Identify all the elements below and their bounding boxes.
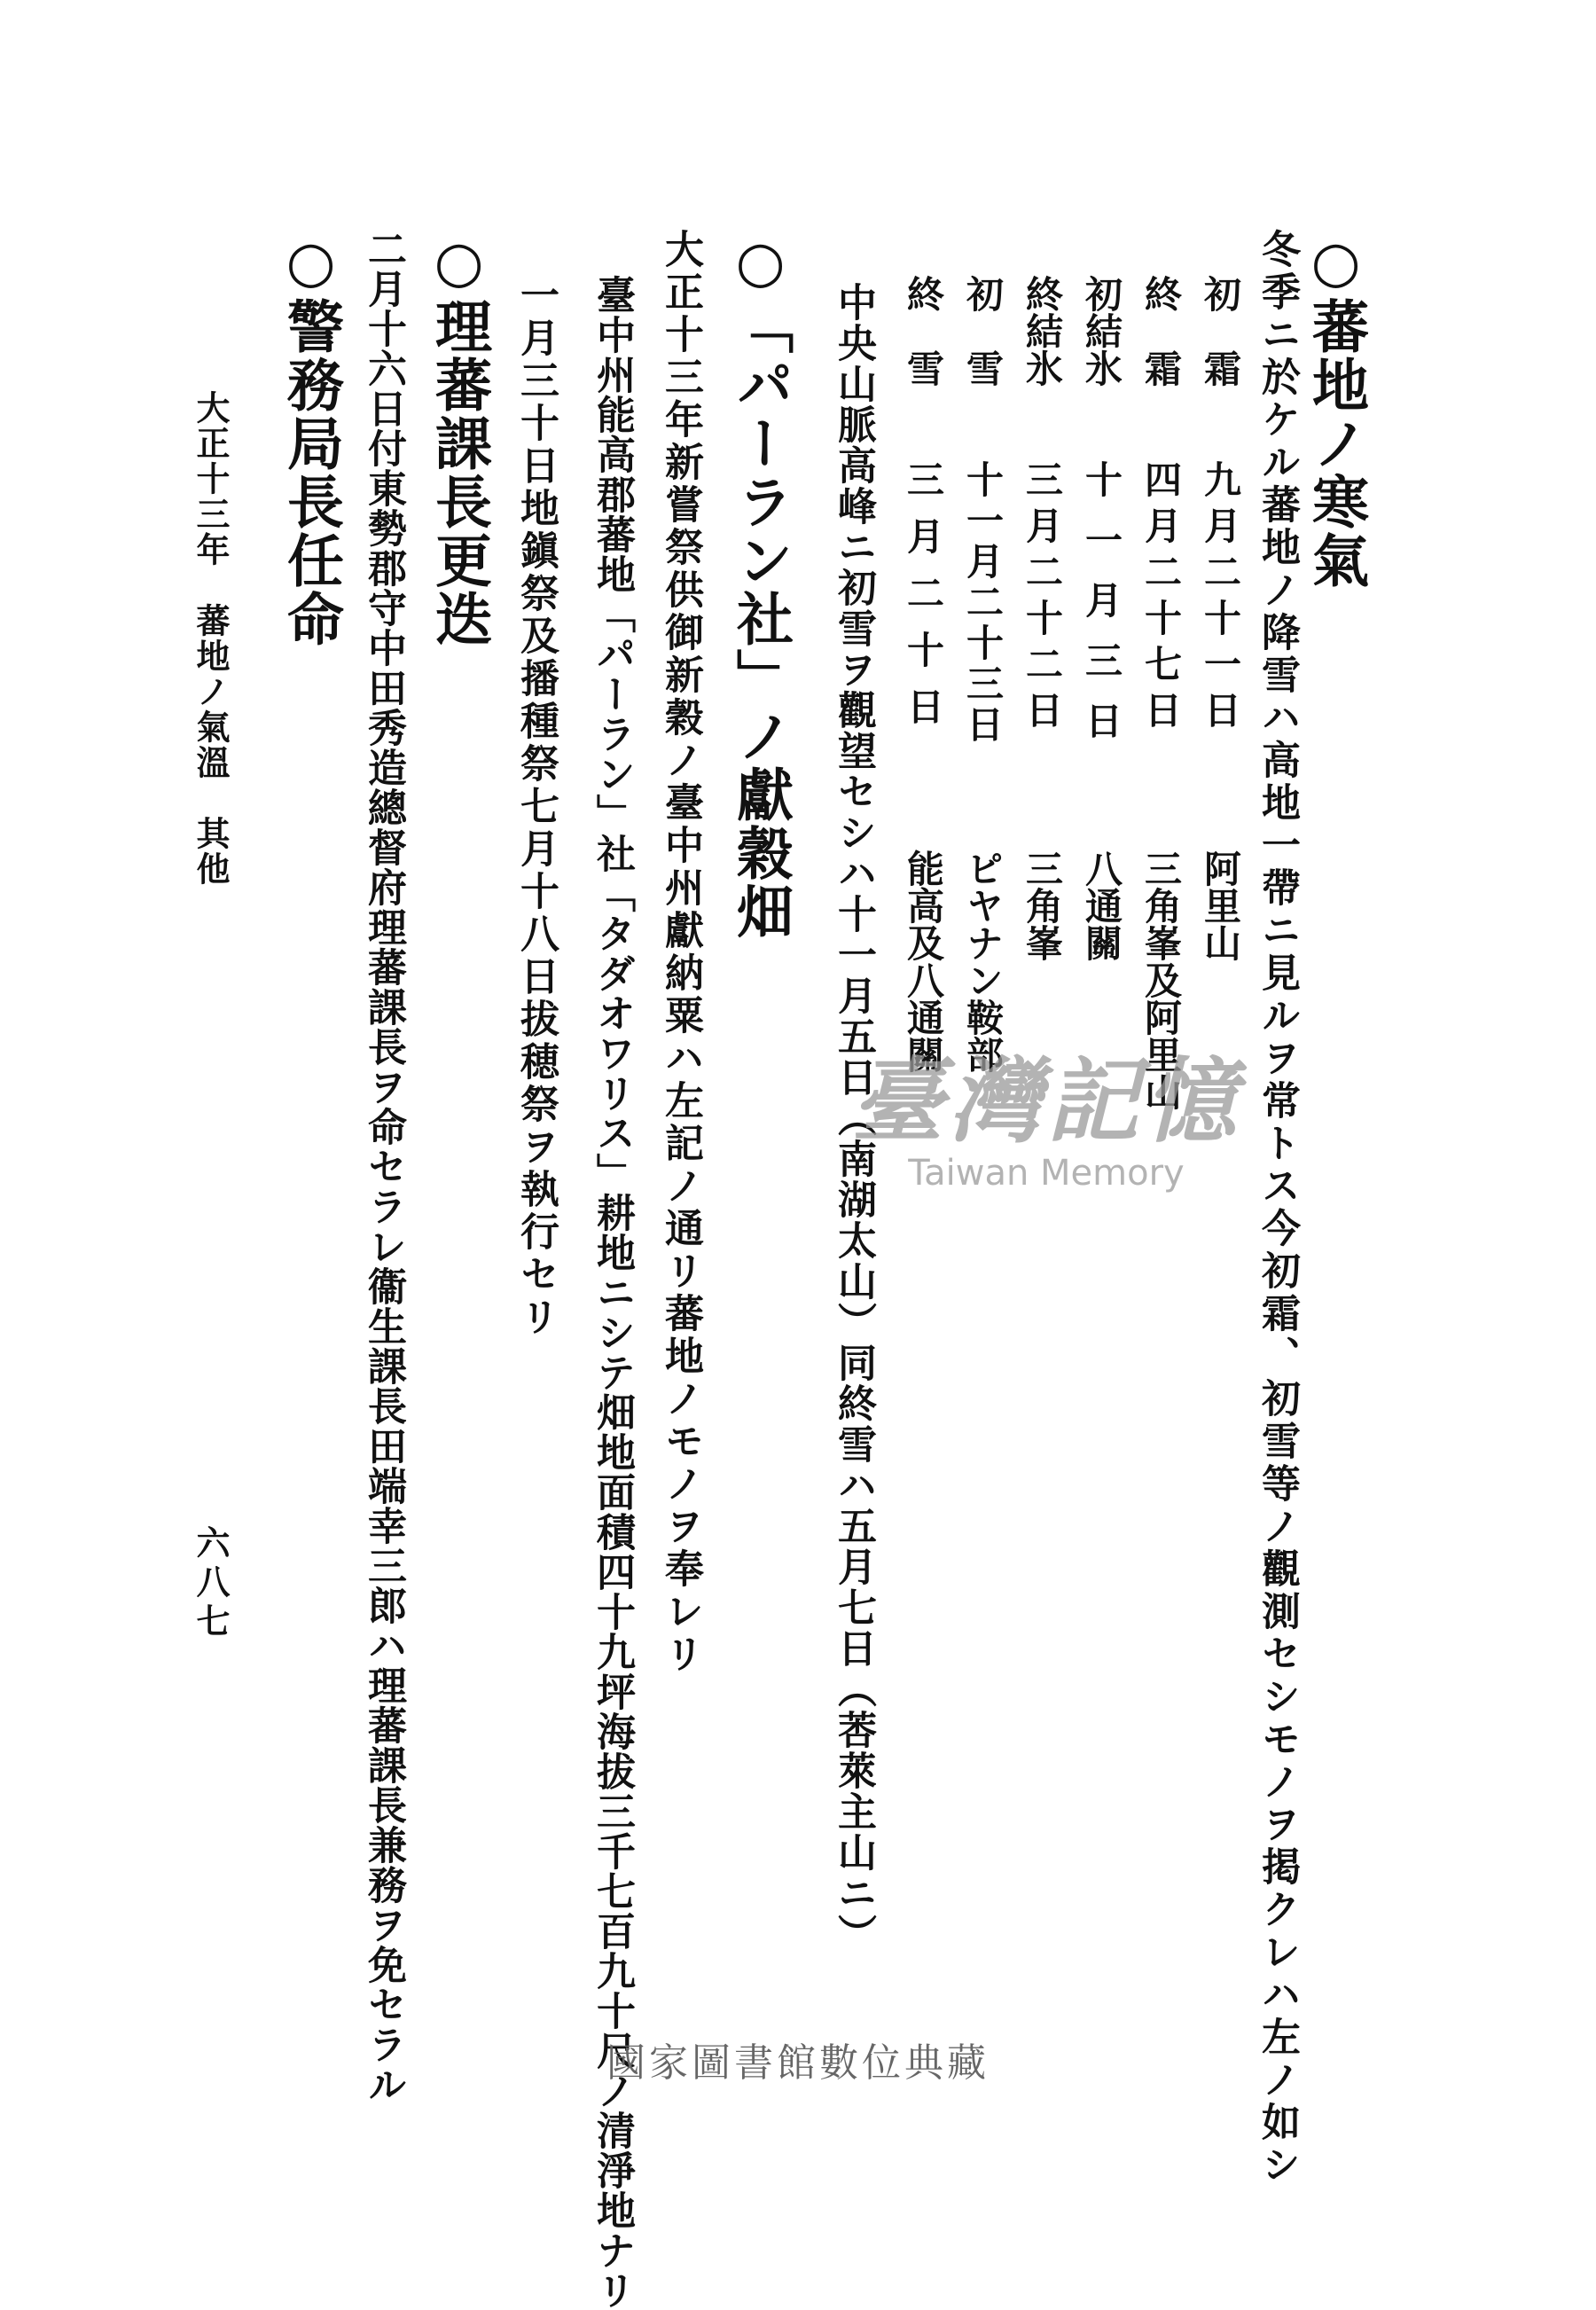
section-title-director-change: ○理蕃課長更迭 [426, 229, 492, 648]
offering-paragraph-1: 大正十三年新嘗祭供御新穀ノ臺中州獻納粟ハ左記ノ通リ蕃地ノモノヲ奉レリ [658, 229, 703, 1676]
archive-footer: 國家圖書館數位典藏 [606, 2040, 990, 2086]
climate-row [961, 275, 1005, 1073]
climate-row [1080, 275, 1123, 961]
row-place: 能高及八通關 [902, 850, 945, 1073]
row-place: 八通關 [1080, 850, 1123, 961]
offering-paragraph-2: 臺中州能高郡蕃地「パーラン」社「タダオワリス」耕地ニシテ畑地面積四十九坪海拔三千七百九十尺ノ清淨地ナリ [590, 275, 635, 2310]
row-place: 阿里山 [1199, 850, 1242, 961]
climate-row [1139, 275, 1183, 1110]
row-date: 九月二十一日 [1199, 460, 1242, 737]
section-title-climate: ○蕃地ノ寒氣 [1303, 229, 1369, 590]
watermark [833, 1046, 1259, 1228]
watermark-subtitle: Taiwan Memory [908, 1153, 1185, 1194]
offering-paragraph-3: 一月三十日地鎭祭及播種祭七月十八日拔穂祭ヲ執行セリ [513, 275, 559, 1339]
section-intro-climate: 冬季ニ於ケル蕃地ノ降雪ハ高地一帶ニ見ルヲ常トス今初霜、初雪等ノ觀測セシモノヲ掲クレハ左ノ如シ [1255, 229, 1300, 2187]
row-label: 初 霜 [1199, 275, 1242, 387]
row-place: ピヤナン鞍部 [961, 850, 1005, 1073]
section-title-police-chief: ○警務局長任命 [278, 229, 344, 648]
climate-row [902, 275, 945, 1073]
page-number: 六八七 [191, 1525, 231, 1642]
row-label: 終 霜 [1139, 275, 1183, 387]
climate-row [1021, 275, 1064, 961]
row-date: 十一月三日 [1080, 460, 1123, 762]
row-place: 三角峯 [1021, 850, 1064, 961]
running-head: 大正十三年 蕃地ノ氣溫 其他 [191, 390, 231, 887]
climate-note: 中央山脈高峰ニ初雪ヲ觀望セシハ十一月五日（南湖太山）同終雪ハ五月七日（莕萊主山ニ） [831, 282, 876, 1954]
row-label: 終 雪 [902, 275, 945, 387]
row-date: 十一月二十三日 [961, 460, 1005, 746]
row-date: 三月二十日 [902, 460, 945, 744]
row-date: 四月二十七日 [1139, 460, 1183, 737]
row-label: 終結氷 [1021, 275, 1064, 387]
row-label: 初結氷 [1080, 275, 1123, 387]
row-date: 三月二十二日 [1021, 460, 1064, 737]
row-label: 初 雪 [961, 275, 1005, 387]
climate-row [1199, 275, 1242, 961]
row-place: 三角峯及阿里山 [1139, 850, 1183, 1110]
director-change-paragraph: 二月十六日付東勢郡守中田秀造總督府理蕃課長ヲ命セラレ衞生課長田端幸三郎ハ理蕃課長兼務ヲ免セラル [361, 229, 406, 2104]
section-title-offering-field: ○「パーラン社」ノ獻穀畑 [727, 229, 794, 941]
watermark-logo: 臺灣記憶 [850, 1046, 1241, 1155]
